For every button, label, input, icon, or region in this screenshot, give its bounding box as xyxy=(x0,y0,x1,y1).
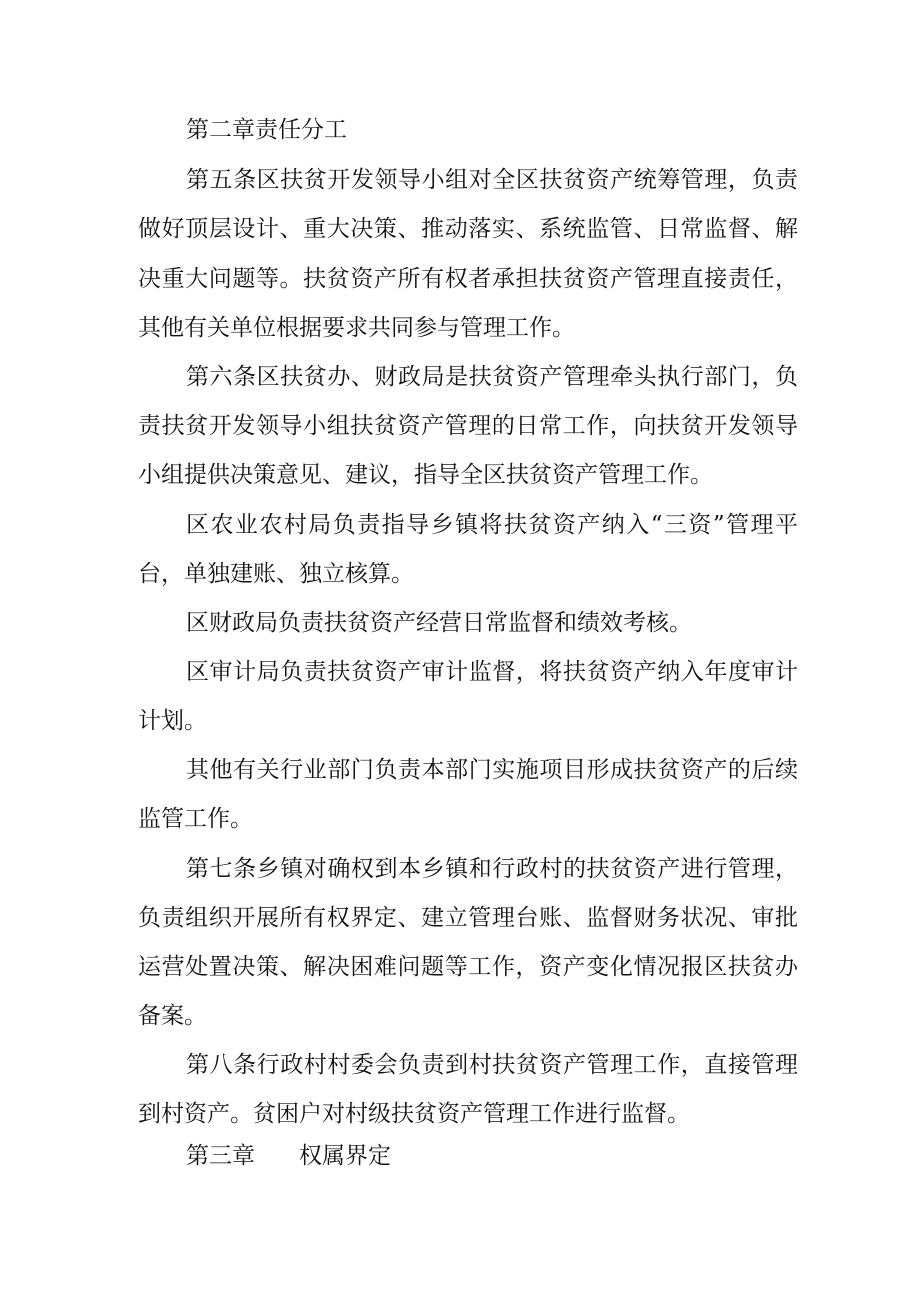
article-8-line-1: 第八条行政村村委会负责到村扶贫资产管理工作，直接管理 xyxy=(186,1052,798,1078)
article-6-line-3: 小组提供决策意见、建议，指导全区扶贫资产管理工作。 xyxy=(138,462,713,488)
chapter-3-title: 权属界定 xyxy=(299,1143,391,1169)
article-7-line-1: 第七条乡镇对确权到本乡镇和行政村的扶贫资产进行管理， xyxy=(186,856,798,882)
other-departments-line-2: 监管工作。 xyxy=(138,806,253,832)
article-7-line-2: 负责组织开展所有权界定、建立管理台账、监督财务状况、审批 xyxy=(138,905,798,931)
article-6-line-1: 第六条区扶贫办、财政局是扶贫资产管理牵头执行部门，负 xyxy=(186,364,798,390)
audit-bureau-line-2: 计划。 xyxy=(138,708,207,734)
article-5-line-4: 其他有关单位根据要求共同参与管理工作。 xyxy=(138,315,575,341)
finance-bureau-line: 区财政局负责扶贫资产经营日常监督和绩效考核。 xyxy=(186,610,692,636)
article-5-line-3: 决重大问题等。扶贫资产所有权者承担扶贫资产管理直接责任， xyxy=(138,266,798,292)
chapter-3-number: 第三章 xyxy=(186,1143,255,1169)
chapter-2-heading: 第二章责任分工 xyxy=(186,117,347,143)
other-departments-line-1: 其他有关行业部门负责本部门实施项目形成扶贫资产的后续 xyxy=(186,757,798,783)
agriculture-bureau-line-1: 区农业农村局负责指导乡镇将扶贫资产纳入“三资”管理平 xyxy=(186,512,798,538)
article-6-line-2: 责扶贫开发领导小组扶贫资产管理的日常工作，向扶贫开发领导 xyxy=(138,413,798,439)
audit-bureau-line-1: 区审计局负责扶贫资产审计监督，将扶贫资产纳入年度审计 xyxy=(186,659,798,685)
article-7-line-3: 运营处置决策、解决困难问题等工作，资产变化情况报区扶贫办 xyxy=(138,954,798,980)
article-7-line-4: 备案。 xyxy=(138,1003,207,1029)
chapter-3-heading xyxy=(186,1141,798,1171)
article-8-line-2: 到村资产。贫困户对村级扶贫资产管理工作进行监督。 xyxy=(138,1101,690,1127)
article-5-line-1: 第五条区扶贫开发领导小组对全区扶贫资产统筹管理，负责 xyxy=(186,167,798,193)
agriculture-bureau-line-2: 台，单独建账、独立核算。 xyxy=(138,561,414,587)
article-5-line-2: 做好顶层设计、重大决策、推动落实、系统监管、日常监督、解 xyxy=(138,216,798,242)
